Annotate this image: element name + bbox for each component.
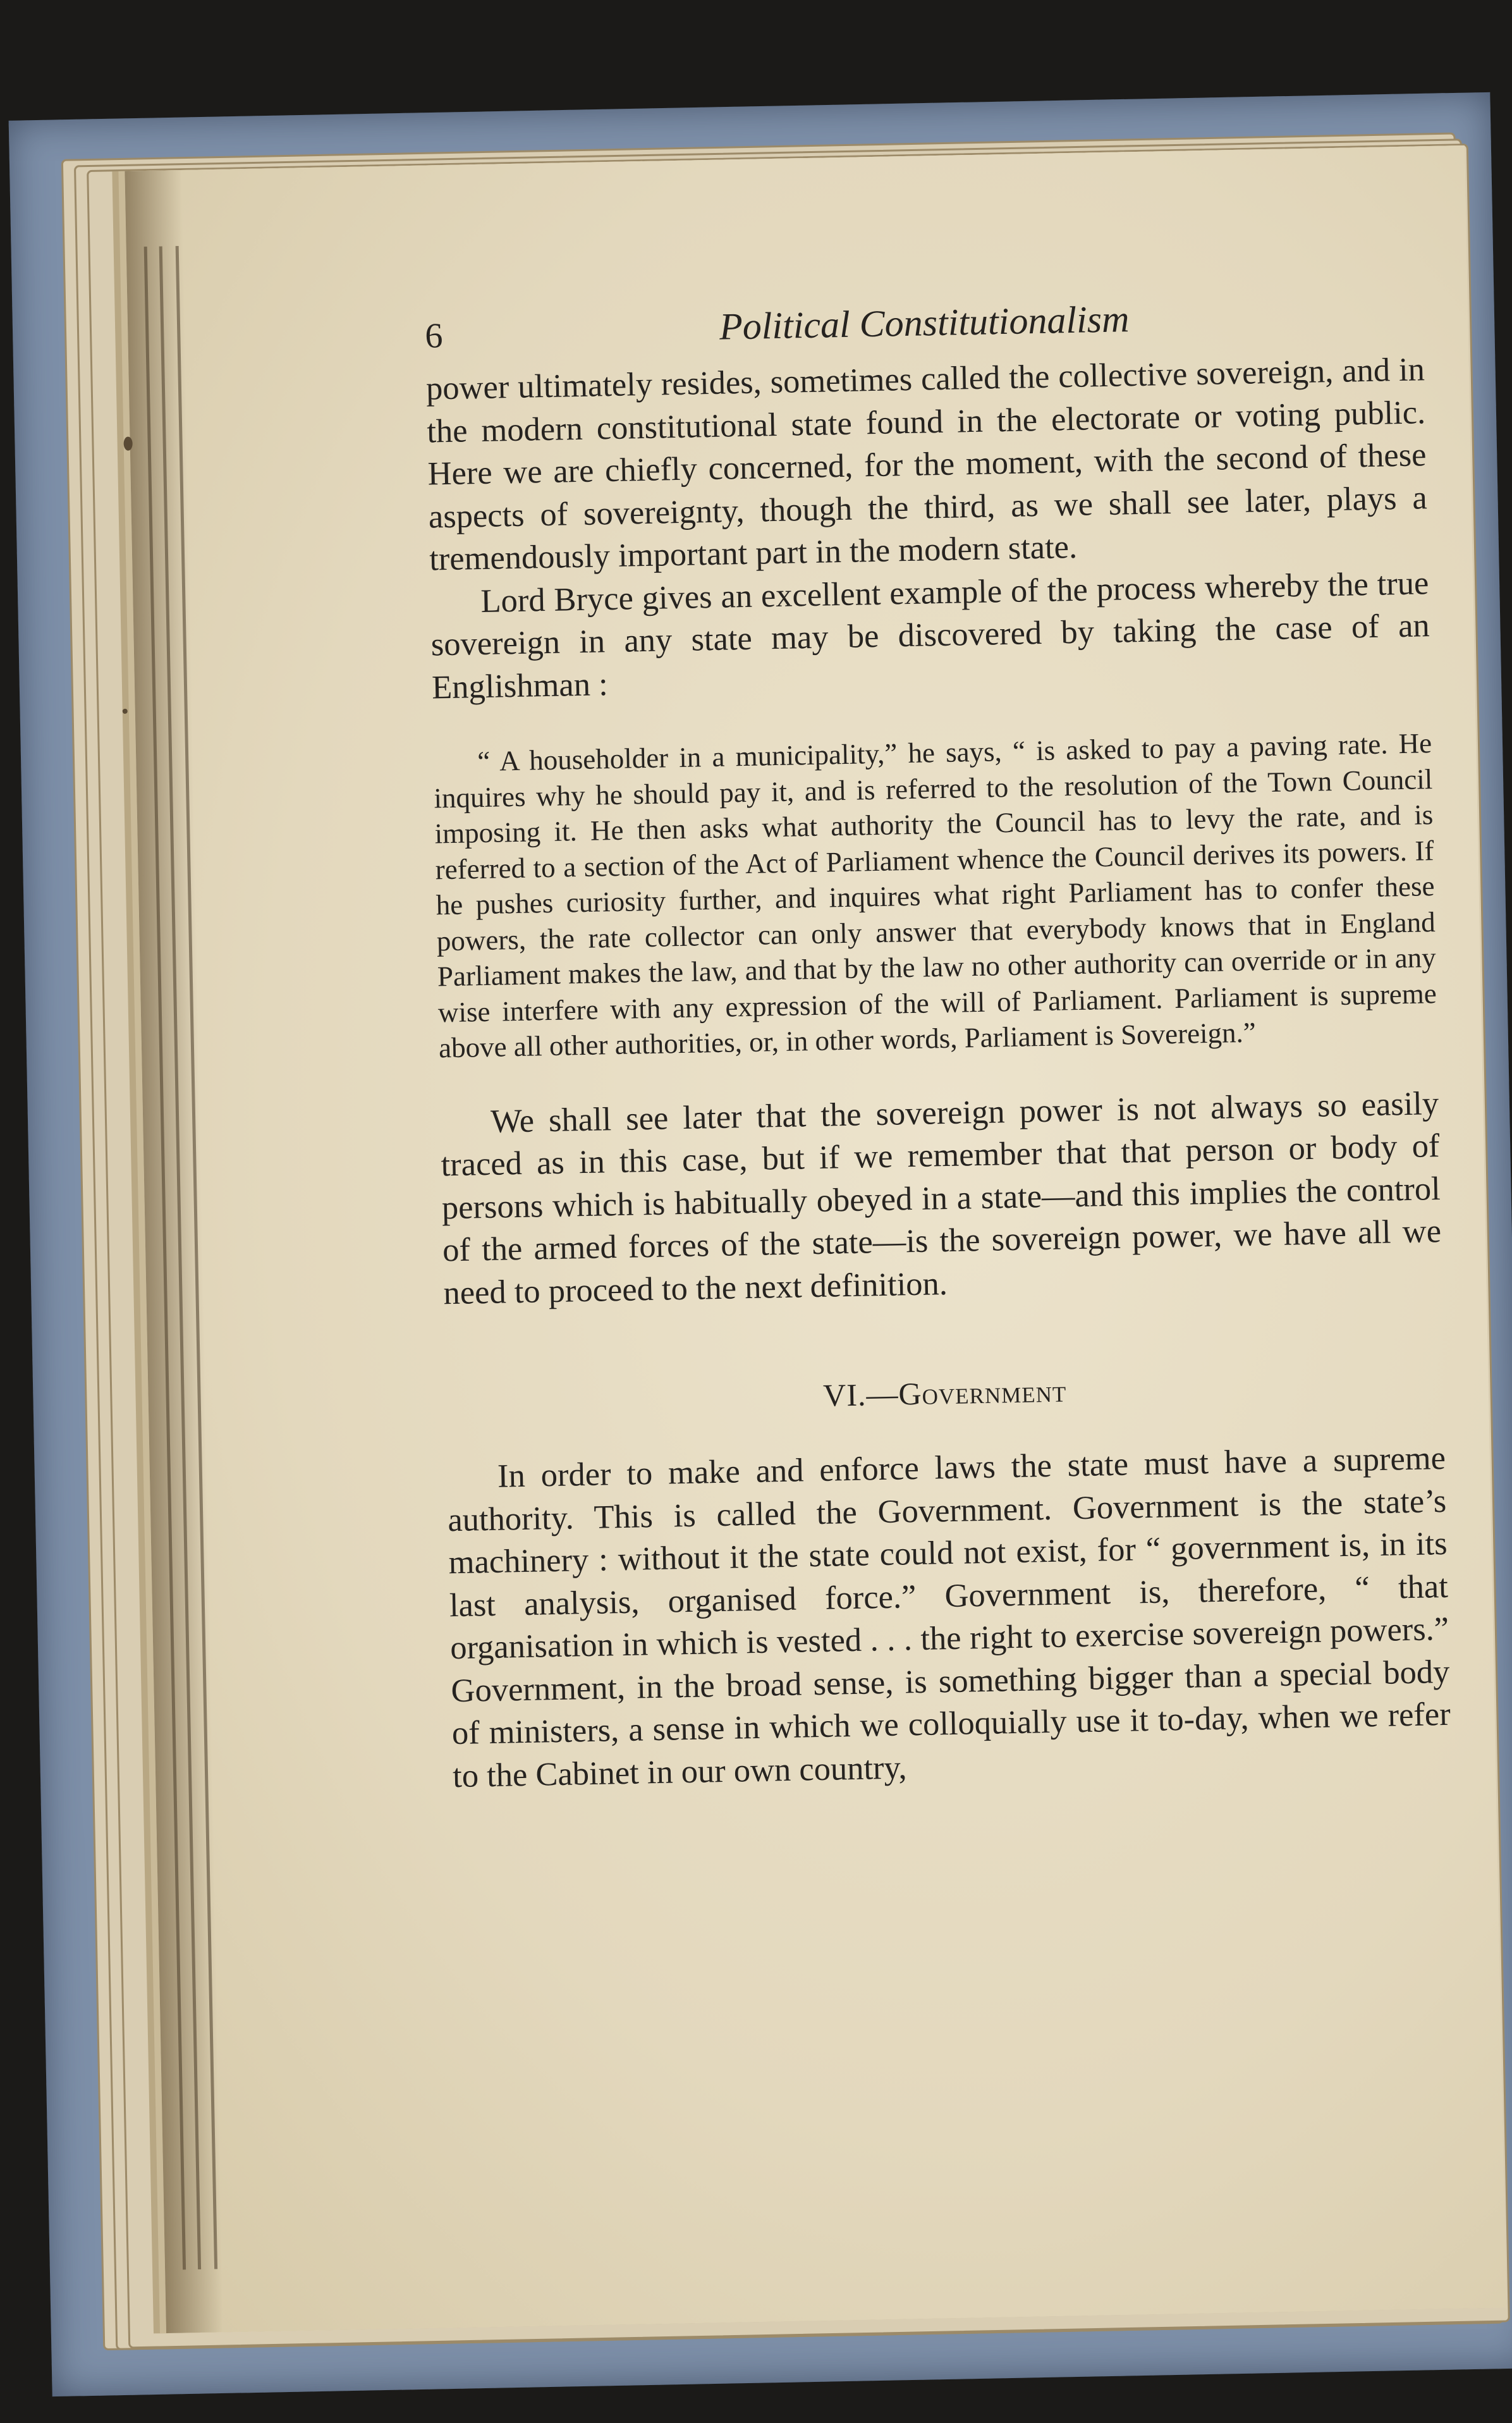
section-heading (445, 1365, 1444, 1421)
running-title: Political Constitutionalism (719, 298, 1130, 348)
page (125, 145, 1506, 2333)
ink-spot (123, 437, 132, 451)
paragraph-4: In order to make and enforce laws the state must have a supreme authority. This is called the Government. Government is the state’s machinery : without it the state could not exist, for “ government is, in its last analysis, organised force.” Government is, therefore, “ that organisation in which is vested . . . the right to exercise sovereign powers.” Government, in the broad sense, is something bigger than a special body of ministers, a sense in which we colloquially use it to-day, when we refer to the Cabinet in our own country, (447, 1439, 1451, 1794)
section-number: VI.— (822, 1376, 899, 1413)
page-content (424, 266, 1452, 1798)
paragraph-1: power ultimately resides, sometimes called the collective sovereign, and in the modern constitutional state found in the electorate or voting public. Here we are chiefly concerned, for the moment, with the second of these aspects of sovereignty, though the third, as we shall see later, plays a tremendously important part in the modern state. (425, 351, 1428, 578)
page-number: 6 (424, 316, 444, 356)
block-quote: “ A householder in a municipality,” he says, “ is asked to pay a paving rate. He inquires why he should pay it, and is referred to the resolution of the Town Council imposing it. He then asks what authority the Council has to levy the rate, and is referred to a section of the Act of Parliament whence the Council derives its powers. If he pushes curiosity further, and inquires what right Parliament has to confer these powers, the rate collector can only answer that everybody knows that in England Parliament makes the law, and that by the law no other authority can override or in any wise interfere with any expression of the will of Parliament. Parliament is supreme above all other authorities, or, in other words, Parliament is Sovereign.” (434, 727, 1437, 1064)
paragraph-2: Lord Bryce gives an excellent example of the process whereby the true sovereign in any state may be discovered by taking the case of an Englishman : (430, 564, 1430, 706)
section-title: Government (898, 1373, 1067, 1412)
paragraph-3: We shall see later that the sovereign power is not always so easily traced as in this case, but if we remember that that person or body of persons which is habitually obeyed in a state—and this implies the control of the armed forces of the state—is the sovereign power, we have all we need to proceed to the next definition. (441, 1084, 1442, 1311)
